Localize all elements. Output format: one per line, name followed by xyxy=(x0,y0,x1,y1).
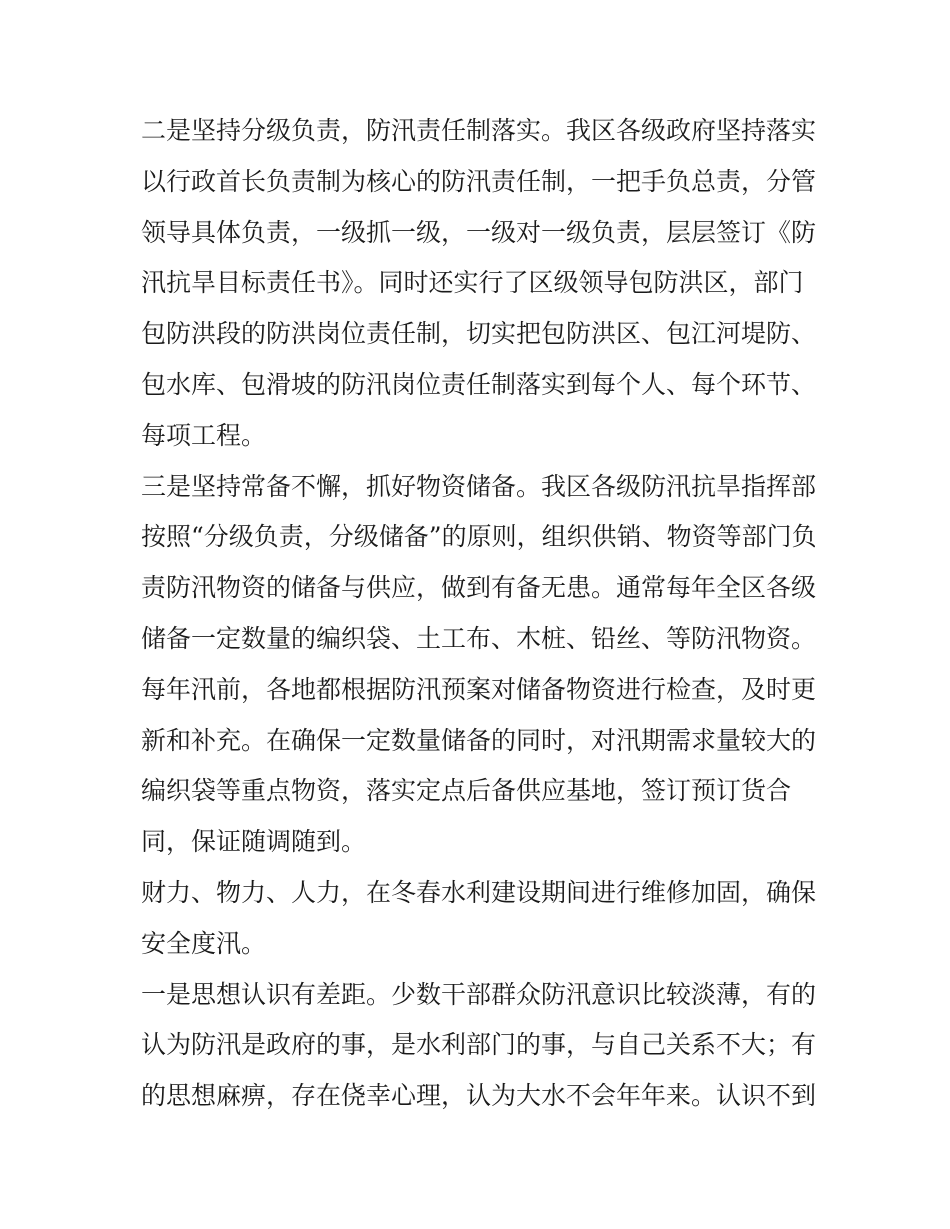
text-line: 三是坚持常备不懈，抓好物资储备。我区各级防汛抗旱指挥部 xyxy=(141,471,817,501)
text-line: 以行政首长负责制为核心的防汛责任制，一把手负总责，分管 xyxy=(141,166,817,196)
text-line: 包防洪段的防洪岗位责任制，切实把包防洪区、包江河堤防、 xyxy=(141,319,817,349)
text-line: 储备一定数量的编织袋、土工布、木桩、铅丝、等防汛物资。 xyxy=(141,623,817,653)
text-line: 领导具体负责，一级抓一级，一级对一级负责，层层签订《防 xyxy=(141,217,817,247)
text-line: 一是思想认识有差距。少数干部群众防汛意识比较淡薄，有的 xyxy=(141,979,817,1009)
text-line: 包水库、包滑坡的防汛岗位责任制落实到每个人、每个环节、 xyxy=(141,369,817,399)
text-line: 每年汛前，各地都根据防汛预案对储备物资进行检查，及时更 xyxy=(141,674,817,704)
text-line: 二是坚持分级负责，防汛责任制落实。我区各级政府坚持落实 xyxy=(141,116,817,145)
text-line: 按照“分级负责，分级储备”的原则，组织供销、物资等部门负 xyxy=(141,522,817,552)
text-line: 责防汛物资的储备与供应，做到有备无患。通常每年全区各级 xyxy=(141,573,817,603)
text-line: 每项工程。 xyxy=(141,420,267,450)
text-line: 汛抗旱目标责任书》。同时还实行了区级领导包防洪区，部门 xyxy=(141,268,804,298)
text-line: 认为防汛是政府的事，是水利部门的事，与自己关系不大；有 xyxy=(141,1030,817,1060)
text-line: 新和补充。在确保一定数量储备的同时，对汛期需求量较大的 xyxy=(141,725,817,755)
text-line: 安全度汛。 xyxy=(141,928,267,958)
text-line: 财力、物力、人力，在冬春水利建设期间进行维修加固，确保 xyxy=(141,877,817,907)
text-line: 同，保证随调随到。 xyxy=(141,827,367,857)
document-body xyxy=(141,106,817,1122)
text-line: 的思想麻痹，存在侥幸心理，认为大水不会年年来。认识不到 xyxy=(141,1081,817,1111)
text-line: 编织袋等重点物资，落实定点后备供应基地，签订预订货合 xyxy=(141,776,792,806)
